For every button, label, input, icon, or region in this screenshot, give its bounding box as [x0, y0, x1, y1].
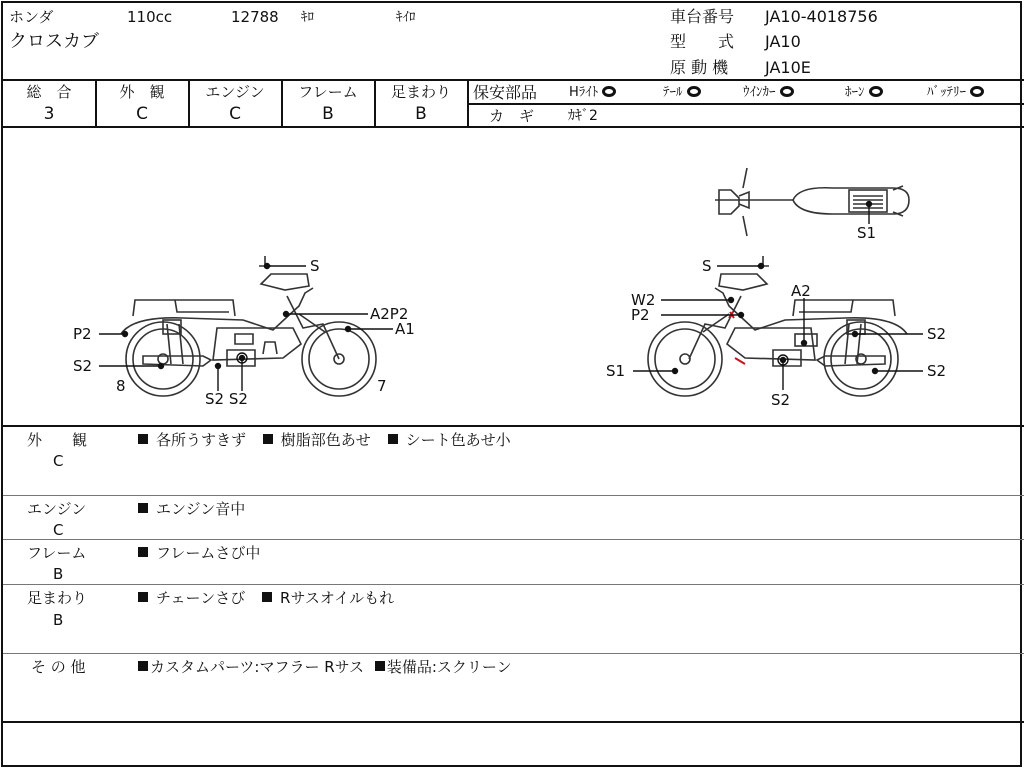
divider [3, 539, 1024, 540]
model-name: クロスカブ [9, 31, 99, 52]
safety-item-horn: ﾎｰﾝ [845, 84, 883, 102]
bullet-square-icon [388, 434, 398, 444]
safety-item-battery: ﾊﾞｯﾃﾘｰ [927, 84, 984, 102]
diagram-label: 8 [116, 377, 126, 395]
divider [3, 425, 1024, 427]
safety-item-tail: ﾃｰﾙ [663, 84, 701, 102]
diagram-label: S [310, 257, 320, 275]
divider [3, 495, 1024, 496]
remark-label-engine: エンジン [27, 500, 87, 518]
grade-exterior-value: C [136, 104, 148, 124]
ok-circle-icon [970, 86, 984, 97]
grade-engine-value: C [229, 104, 241, 124]
bullet-square-icon [138, 661, 148, 671]
damage-diagram [3, 128, 1024, 425]
key-label: カ ギ [489, 107, 535, 125]
diagram-label: S2 [927, 362, 947, 380]
displacement: 110cc [127, 8, 173, 26]
bullet-square-icon [138, 434, 148, 444]
diagram-label: S [702, 257, 712, 275]
remark-grade-suspension: B [53, 611, 64, 629]
ok-circle-icon [687, 86, 701, 97]
frame-number: JA10-4018756 [765, 7, 878, 26]
mileage-unit: ｷﾛ [301, 10, 314, 25]
bullet-square-icon [138, 592, 148, 602]
remark-text-suspension: チェーンさび Rサスオイルもれ [138, 589, 394, 607]
remark-label-exterior: 外 観 [27, 431, 88, 449]
top-view-drawing [715, 168, 909, 236]
diagram-label: S2 S2 [205, 390, 248, 408]
remark-grade-exterior: C [53, 452, 64, 470]
grade-frame-label: フレーム [298, 83, 358, 101]
bullet-square-icon [138, 503, 148, 513]
bullet-square-icon [263, 434, 273, 444]
divider [3, 721, 1024, 723]
safety-label: 保安部品 [473, 83, 538, 102]
diagram-label: S2 [73, 357, 93, 375]
type-label: 型 式 [670, 32, 735, 51]
diagram-label: W2 [631, 291, 656, 309]
grade-suspension-label: 足まわり [390, 83, 451, 101]
grade-engine-label: エンジン [205, 83, 265, 101]
diagram-label: P2 [631, 306, 650, 324]
mileage: 12788 [231, 8, 279, 26]
type-value: JA10 [765, 32, 801, 51]
grade-suspension-value: B [415, 104, 427, 124]
remark-grade-engine: C [53, 521, 64, 539]
right-bike-drawing [648, 256, 907, 396]
remark-label-frame: フレーム [27, 544, 87, 562]
remark-text-engine: エンジン音中 [138, 500, 245, 518]
diagram-label: S2 [927, 325, 947, 343]
engine-model-value: JA10E [765, 58, 811, 77]
bullet-square-icon [262, 592, 272, 602]
diagram-label: S2 [771, 391, 791, 409]
diagram-label: A2 [791, 282, 811, 300]
divider [3, 584, 1024, 585]
ok-circle-icon [602, 86, 616, 97]
remark-text-exterior: 各所うすきず 樹脂部色あせ シート色あせ小 [138, 431, 511, 449]
bullet-square-icon [375, 661, 385, 671]
remark-grade-frame: B [53, 565, 64, 583]
maker: ホンダ [9, 8, 54, 26]
safety-item-winker: ｳｲﾝｶｰ [743, 84, 794, 102]
divider [3, 653, 1024, 654]
grade-exterior-label: 外 観 [119, 83, 165, 101]
safety-item-headlight: Hﾗｲﾄ [569, 84, 616, 102]
diagram-label: S1 [857, 224, 877, 242]
frame-number-label: 車台番号 [670, 7, 735, 26]
divider [3, 79, 1024, 81]
grade-total-value: 3 [43, 104, 55, 124]
ok-circle-icon [780, 86, 794, 97]
remark-label-suspension: 足まわり [27, 589, 88, 607]
grade-frame-value: B [322, 104, 334, 124]
left-bike-drawing [121, 256, 376, 396]
remark-label-other: そ の 他 [31, 658, 86, 676]
key-value: ｶｷﾞ2 [568, 108, 598, 124]
inspection-sheet [1, 1, 1022, 767]
remark-text-other: カスタムパーツ:マフラー Rサス 装備品:スクリーン [138, 658, 512, 676]
diagram-label: P2 [73, 325, 92, 343]
divider [467, 103, 1024, 105]
grade-total-label: 総 合 [26, 83, 72, 101]
diagram-label: 7 [377, 377, 387, 395]
diagram-label: A1 [395, 320, 415, 338]
diagram-label: S1 [606, 362, 626, 380]
engine-model-label: 原 動 機 [670, 58, 729, 77]
diagram-label: A2P2 [370, 305, 409, 323]
ok-circle-icon [869, 86, 883, 97]
mileage-note: ｷｲﾛ [396, 10, 416, 25]
bullet-square-icon [138, 547, 148, 557]
remark-text-frame: フレームさび中 [138, 544, 260, 562]
